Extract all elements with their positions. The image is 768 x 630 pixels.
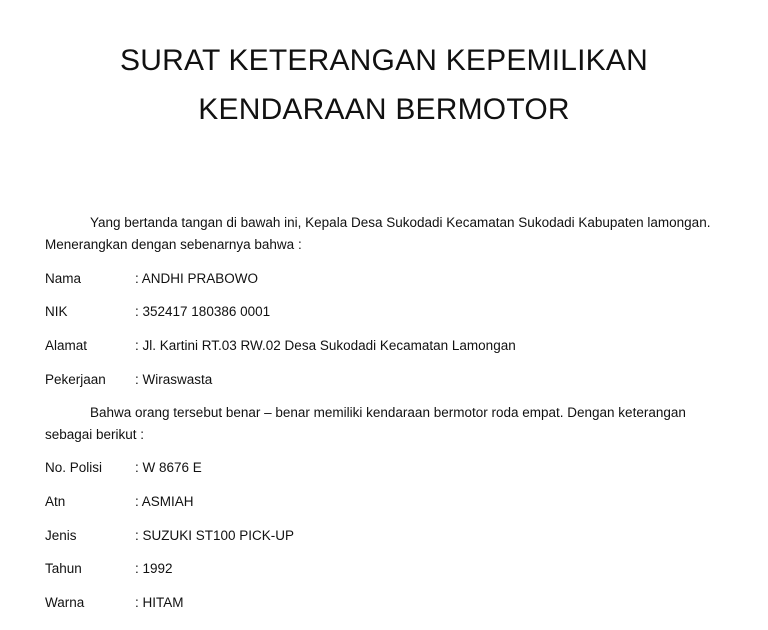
field-label: Jenis — [45, 528, 77, 543]
field-value: : Wiraswasta — [135, 372, 213, 387]
field-value: : ASMIAH — [135, 494, 194, 509]
field-value: : ANDHI PRABOWO — [135, 271, 259, 286]
field-label: Tahun — [45, 561, 82, 576]
field-label: Warna — [45, 595, 85, 610]
field-label: NIK — [45, 304, 68, 319]
statement-text-1: Bahwa orang tersebut benar – benar memiliki kendaraan bermotor roda empat. Dengan keterangan — [90, 405, 686, 420]
field-label: Atn — [45, 494, 66, 509]
field-value: : 1992 — [135, 561, 173, 576]
statement-text-2: sebagai berikut : — [45, 427, 145, 442]
field-label: Pekerjaan — [45, 372, 106, 387]
field-value: : HITAM — [135, 595, 184, 610]
field-label: No. Polisi — [45, 460, 103, 475]
intro-paragraph-line-1 — [45, 215, 735, 230]
intro-text-2: Menerangkan dengan sebenarnya bahwa : — [45, 237, 302, 252]
field-value: : W 8676 E — [135, 460, 202, 475]
document-title-line-1: SURAT KETERANGAN KEPEMILIKAN — [120, 44, 648, 77]
field-label: Alamat — [45, 338, 88, 353]
field-label: Nama — [45, 271, 82, 286]
field-value: : Jl. Kartini RT.03 RW.02 Desa Sukodadi Kecamatan Lamongan — [135, 338, 516, 353]
document-title-line-2: KENDARAAN BERMOTOR — [198, 93, 570, 126]
intro-text-1: Yang bertanda tangan di bawah ini, Kepala Desa Sukodadi Kecamatan Sukodadi Kabupaten lamongan. — [90, 215, 711, 230]
statement-paragraph-line-1 — [45, 405, 735, 420]
field-value: : SUZUKI ST100 PICK-UP — [135, 528, 295, 543]
intro-paragraph-line-2 — [45, 237, 735, 252]
field-value: : 352417 180386 0001 — [135, 304, 271, 319]
statement-paragraph-line-2 — [45, 427, 735, 442]
